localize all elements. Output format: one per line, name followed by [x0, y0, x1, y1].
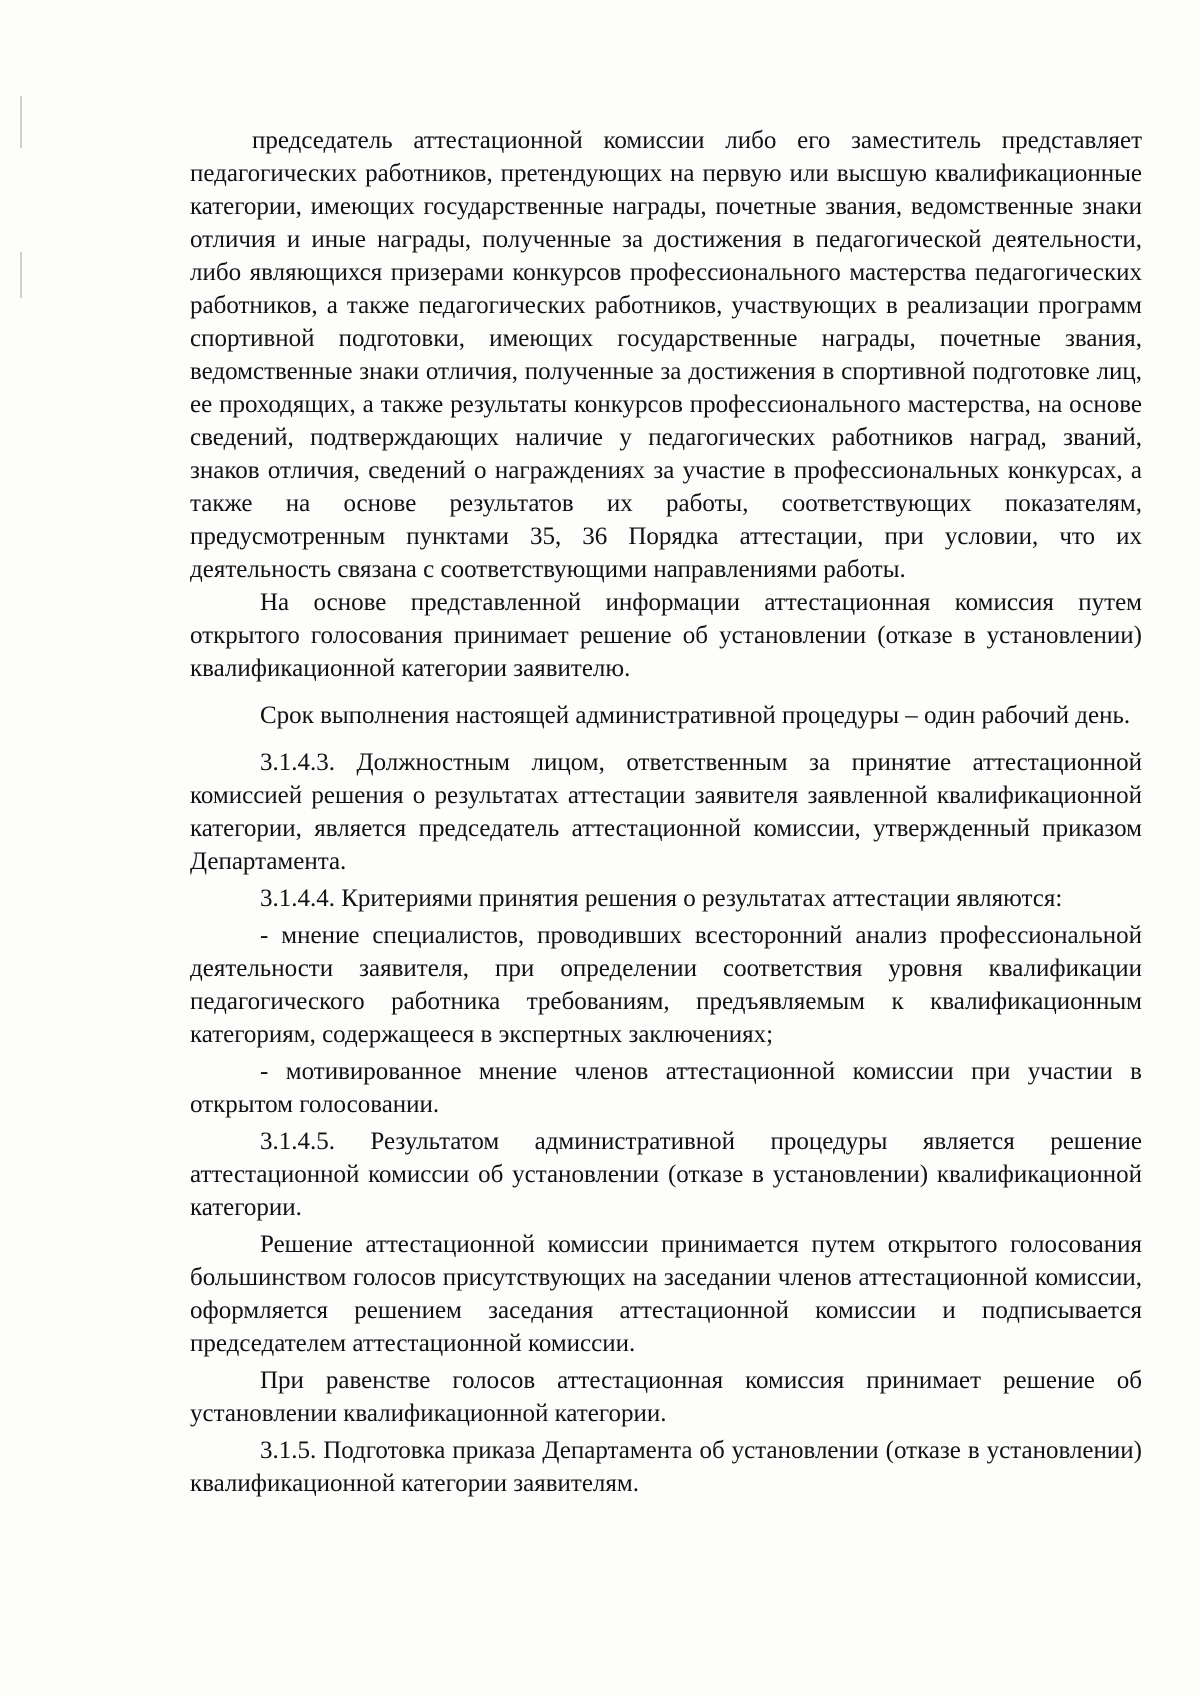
scan-mark-middle	[20, 252, 22, 298]
paragraph-3-1-4-5: 3.1.4.5. Результатом административной процедуры является решение аттестационной комиссии об установлении (отказе в установлении) квалификационной категории.	[190, 1128, 1142, 1221]
paragraph-chairman-presents: председатель аттестационной комиссии либо его заместитель представляет педагогических работников, претендующих на первую или высшую квалификационные категории, имеющих государственные награды, почетные звания, ведомственные знаки отличия и иные награды, полученные за достижения в педагогической деятельности, либо являющихся призерами конкурсов профессионального мастерства педагогических работников, а также педагогических работников, участвующих в реализации программ спортивной подготовки, имеющих государственные награды, почетные звания, ведомственные знаки отличия, полученные за достижения в спортивной подготовке лиц, ее проходящих, а также результаты конкурсов профессионального мастерства, на основе сведений, подтверждающих наличие у педагогических работников наград, званий, знаков отличия, сведений о награждениях за участие в профессиональных конкурсах, а также на основе результатов их работы, соответствующих показателям, предусмотренным пунктами 35, 36 Порядка аттестации, при условии, что их деятельность связана с соответствующими направлениями работы.	[190, 127, 1142, 583]
paragraph-3-1-5: 3.1.5. Подготовка приказа Департамента об установлении (отказе в установлении) квалификационной категории заявителям.	[190, 1437, 1142, 1497]
paragraph-3-1-4-4: 3.1.4.4. Критериями принятия решения о результатах аттестации являются:	[260, 885, 1063, 912]
paragraph-decision-voting: Решение аттестационной комиссии принимается путем открытого голосования большинством голосов присутствующих на заседании членов аттестационной комиссии, оформляется решением заседания аттестационной комиссии и подписывается председателем аттестационной комиссии.	[190, 1231, 1142, 1357]
scan-mark-top	[20, 96, 22, 148]
paragraph-criterion-members-opinion: - мотивированное мнение членов аттестационной комиссии при участии в открытом голосовании.	[190, 1058, 1142, 1118]
paragraph-commission-decision: На основе представленной информации аттестационная комиссия путем открытого голосования принимает решение об установлении (отказе в установлении) квалификационной категории заявителю.	[190, 589, 1142, 682]
paragraph-3-1-4-3: 3.1.4.3. Должностным лицом, ответственным за принятие аттестационной комиссией решения о результатах аттестации заявителя заявленной квалификационной категории, является председатель аттестационной комиссии, утвержденный приказом Департамента.	[190, 749, 1142, 875]
paragraph-procedure-term: Срок выполнения настоящей административной процедуры – один рабочий день.	[260, 702, 1131, 729]
paragraph-equal-votes: При равенстве голосов аттестационная комиссия принимает решение об установлении квалификационной категории.	[190, 1367, 1142, 1427]
document-body	[190, 124, 1142, 1500]
paragraph-criterion-specialists-opinion: - мнение специалистов, проводивших всесторонний анализ профессиональной деятельности заявителя, при определении соответствия уровня квалификации педагогического работника требованиям, предъявляемым к квалификационным категориям, содержащееся в экспертных заключениях;	[190, 922, 1142, 1048]
